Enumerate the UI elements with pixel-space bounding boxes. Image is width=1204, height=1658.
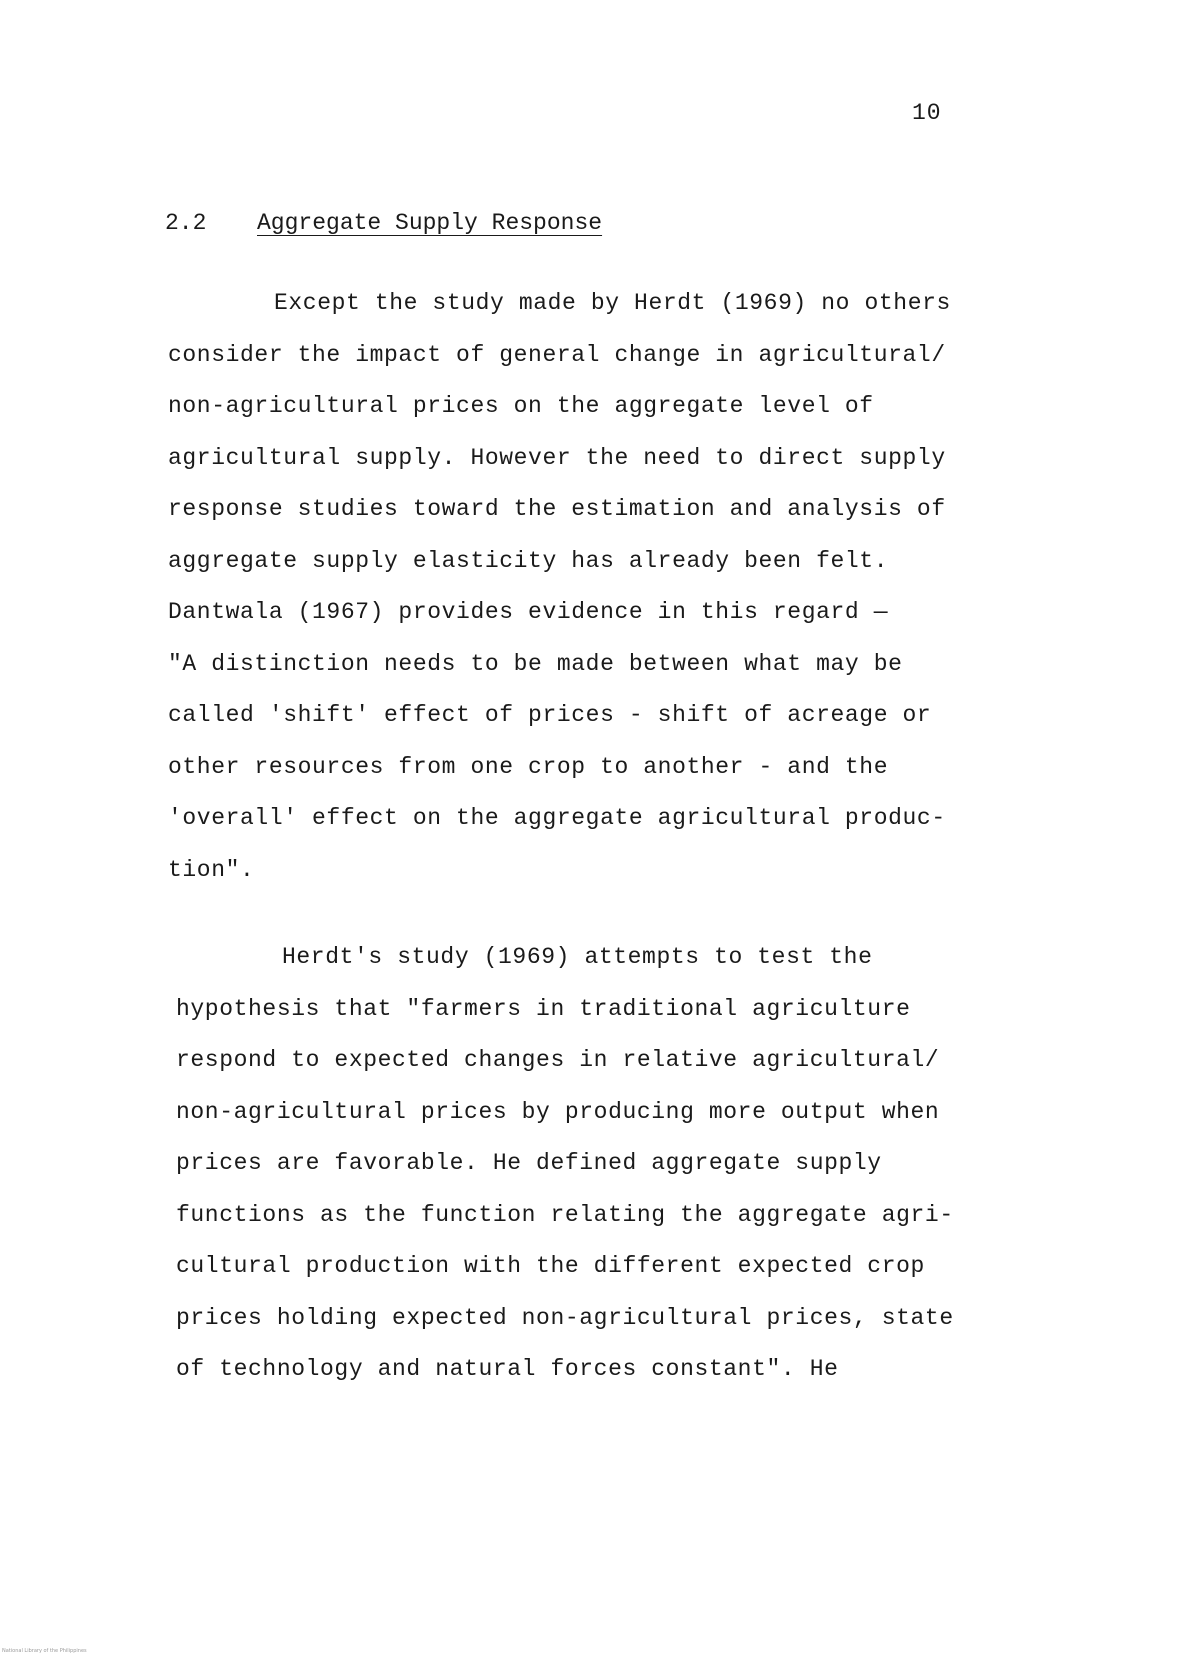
paragraph-line: tion". <box>168 856 255 883</box>
paragraph-line: agricultural supply. However the need to direct supply <box>168 444 946 471</box>
paragraph-line: non-agricultural prices on the aggregate level of <box>168 393 874 419</box>
footer-note: National Library of the Philippines <box>2 1648 87 1654</box>
paragraph-line: cultural production with the different expected crop <box>176 1253 925 1279</box>
paragraph-line: Dantwala (1967) provides evidence in this regard — <box>168 599 889 625</box>
paragraph-line: hypothesis that "farmers in traditional agriculture <box>176 995 911 1022</box>
section-number: 2.2 <box>165 210 207 236</box>
paragraph-line: response studies toward the estimation and analysis of <box>168 496 946 522</box>
paragraph-line: Except the study made by Herdt (1969) no others <box>274 290 951 316</box>
section-title: Aggregate Supply Response <box>257 210 603 236</box>
paragraph-line: 'overall' effect on the aggregate agricultural produc- <box>168 805 946 831</box>
paragraph-line: functions as the function relating the aggregate agri- <box>176 1201 954 1228</box>
paragraph-line: of technology and natural forces constant". He <box>176 1356 839 1382</box>
paragraph-line: "A distinction needs to be made between what may be <box>168 650 903 677</box>
paragraph-line: prices are favorable. He defined aggregate supply <box>176 1150 882 1176</box>
page-number: 10 <box>912 100 942 126</box>
paragraph-line: respond to expected changes in relative agricultural/ <box>176 1047 940 1073</box>
paragraph-line: consider the impact of general change in agricultural/ <box>168 341 946 368</box>
paragraph-line: called 'shift' effect of prices - shift of acreage or <box>168 702 932 728</box>
paragraph-2 <box>176 932 1056 1396</box>
paragraph-line: prices holding expected non-agricultural prices, state <box>176 1304 954 1331</box>
paragraph-1 <box>168 278 1048 896</box>
section-heading <box>165 210 602 236</box>
paragraph-line: non-agricultural prices by producing more output when <box>176 1098 940 1125</box>
paragraph-line: Herdt's study (1969) attempts to test the <box>282 944 873 970</box>
paragraph-line: aggregate supply elasticity has already been felt. <box>168 547 889 574</box>
paragraph-line: other resources from one crop to another - and the <box>168 753 889 780</box>
